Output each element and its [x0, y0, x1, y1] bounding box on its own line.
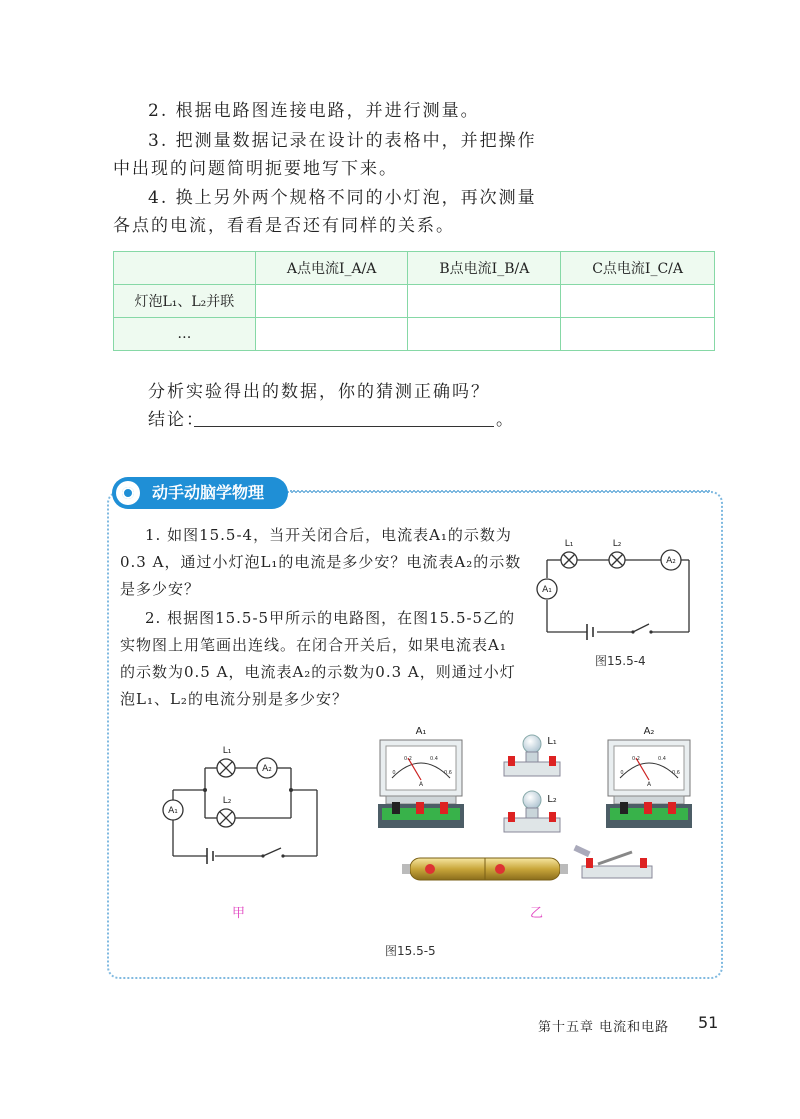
figure-15-5-5-caption: 图15.5-5: [385, 944, 436, 958]
table-row: [114, 318, 715, 351]
switch-icon: [573, 845, 652, 878]
tick-label: 0.6: [672, 770, 680, 776]
battery-icon: [402, 858, 568, 880]
table-header-cell: C点电流I_C/A: [561, 252, 715, 285]
q2-line2: 实物图上用笔画出连线。在闭合开关后，如果电流表A₁: [120, 636, 507, 654]
figure-15-5-4-caption: 图15.5-4: [595, 654, 646, 668]
conclusion-period: 。: [496, 410, 515, 430]
step-3-cont: 中出现的问题简明扼要地写下来。: [113, 159, 398, 179]
tick-label: 0.2: [632, 756, 640, 762]
table-row-label: 灯泡L₁、L₂并联: [114, 285, 256, 318]
q2-line4: 泡L₁、L₂的电流分别是多少安？: [120, 690, 348, 708]
lamp-L1-icon: [561, 552, 577, 568]
label-L1: L₁: [547, 736, 557, 747]
meter-unit: A: [646, 781, 652, 788]
label-A1: A₁: [415, 726, 427, 737]
target-icon: [116, 481, 140, 505]
page-number: 51: [698, 1013, 719, 1032]
table-row-label: …: [114, 318, 256, 351]
tick-label: 0.6: [444, 770, 452, 776]
q1-line1: 1. 如图15.5-4，当开关闭合后，电流表A₁的示数为: [145, 526, 512, 544]
lamp-L1-icon: [217, 759, 235, 777]
table-header-cell: A点电流I_A/A: [255, 252, 408, 285]
label-A2: A₂: [666, 556, 676, 566]
label-L2: L₂: [547, 794, 557, 805]
table-cell[interactable]: [561, 285, 715, 318]
label-A2: A₂: [643, 726, 655, 737]
measurement-table: [113, 251, 715, 351]
section-badge: [112, 477, 288, 509]
badge-dotted-line: [290, 490, 710, 492]
table-cell[interactable]: [408, 318, 561, 351]
figure-15-5-4-circuit: [535, 530, 700, 645]
label-L1: L₁: [564, 539, 574, 549]
analysis-question: 分析实验得出的数据，你的猜测正确吗？: [148, 382, 490, 402]
q1-line3: 是多少安？: [120, 580, 201, 598]
label-A1: A₁: [168, 806, 178, 816]
figure-15-5-5-jia-circuit: [155, 740, 325, 865]
label-yi: 乙: [530, 906, 544, 921]
tick-label: 0: [392, 770, 396, 776]
figure-15-5-5-yi-apparatus: [370, 722, 700, 902]
tick-label: 0: [620, 770, 624, 776]
table-cell[interactable]: [255, 318, 408, 351]
label-jia: 甲: [232, 906, 246, 921]
tick-label: 0.4: [430, 756, 438, 762]
label-L2: L₂: [612, 539, 622, 549]
tick-label: 0.2: [404, 756, 412, 762]
label-A1: A₁: [542, 585, 552, 595]
label-L2: L₂: [222, 796, 232, 806]
table-header-row: [114, 252, 715, 285]
conclusion-blank[interactable]: [194, 426, 494, 427]
label-A2: A₂: [262, 764, 272, 774]
section-title: 动手动脑学物理: [152, 483, 265, 502]
conclusion-label: 结论：: [148, 410, 205, 430]
q1-line2: 0.3 A，通过小灯泡L₁的电流是多少安？电流表A₂的示数: [120, 553, 522, 571]
chapter-footer: 第十五章 电流和电路: [538, 1020, 670, 1035]
tick-label: 0.4: [658, 756, 666, 762]
label-L1: L₁: [222, 746, 232, 756]
step-4: 4. 换上另外两个规格不同的小灯泡，再次测量: [148, 188, 537, 208]
meter-unit: A: [418, 781, 424, 788]
q2-line1: 2. 根据图15.5-5甲所示的电路图，在图15.5-5乙的: [145, 609, 516, 627]
table-row: [114, 285, 715, 318]
lamp-L2-icon: [609, 552, 625, 568]
lamp-L2-icon: [217, 809, 235, 827]
table-cell[interactable]: [255, 285, 408, 318]
q2-line3: 的示数为0.5 A，电流表A₂的示数为0.3 A，则通过小灯: [120, 663, 516, 681]
table-cell[interactable]: [561, 318, 715, 351]
table-header-cell: B点电流I_B/A: [408, 252, 561, 285]
step-4-cont: 各点的电流，看看是否还有同样的关系。: [113, 216, 455, 236]
step-3: 3. 把测量数据记录在设计的表格中，并把操作: [148, 131, 537, 151]
table-cell[interactable]: [408, 285, 561, 318]
table-header-cell: [114, 252, 256, 285]
step-2: 2. 根据电路图连接电路，并进行测量。: [148, 101, 480, 121]
